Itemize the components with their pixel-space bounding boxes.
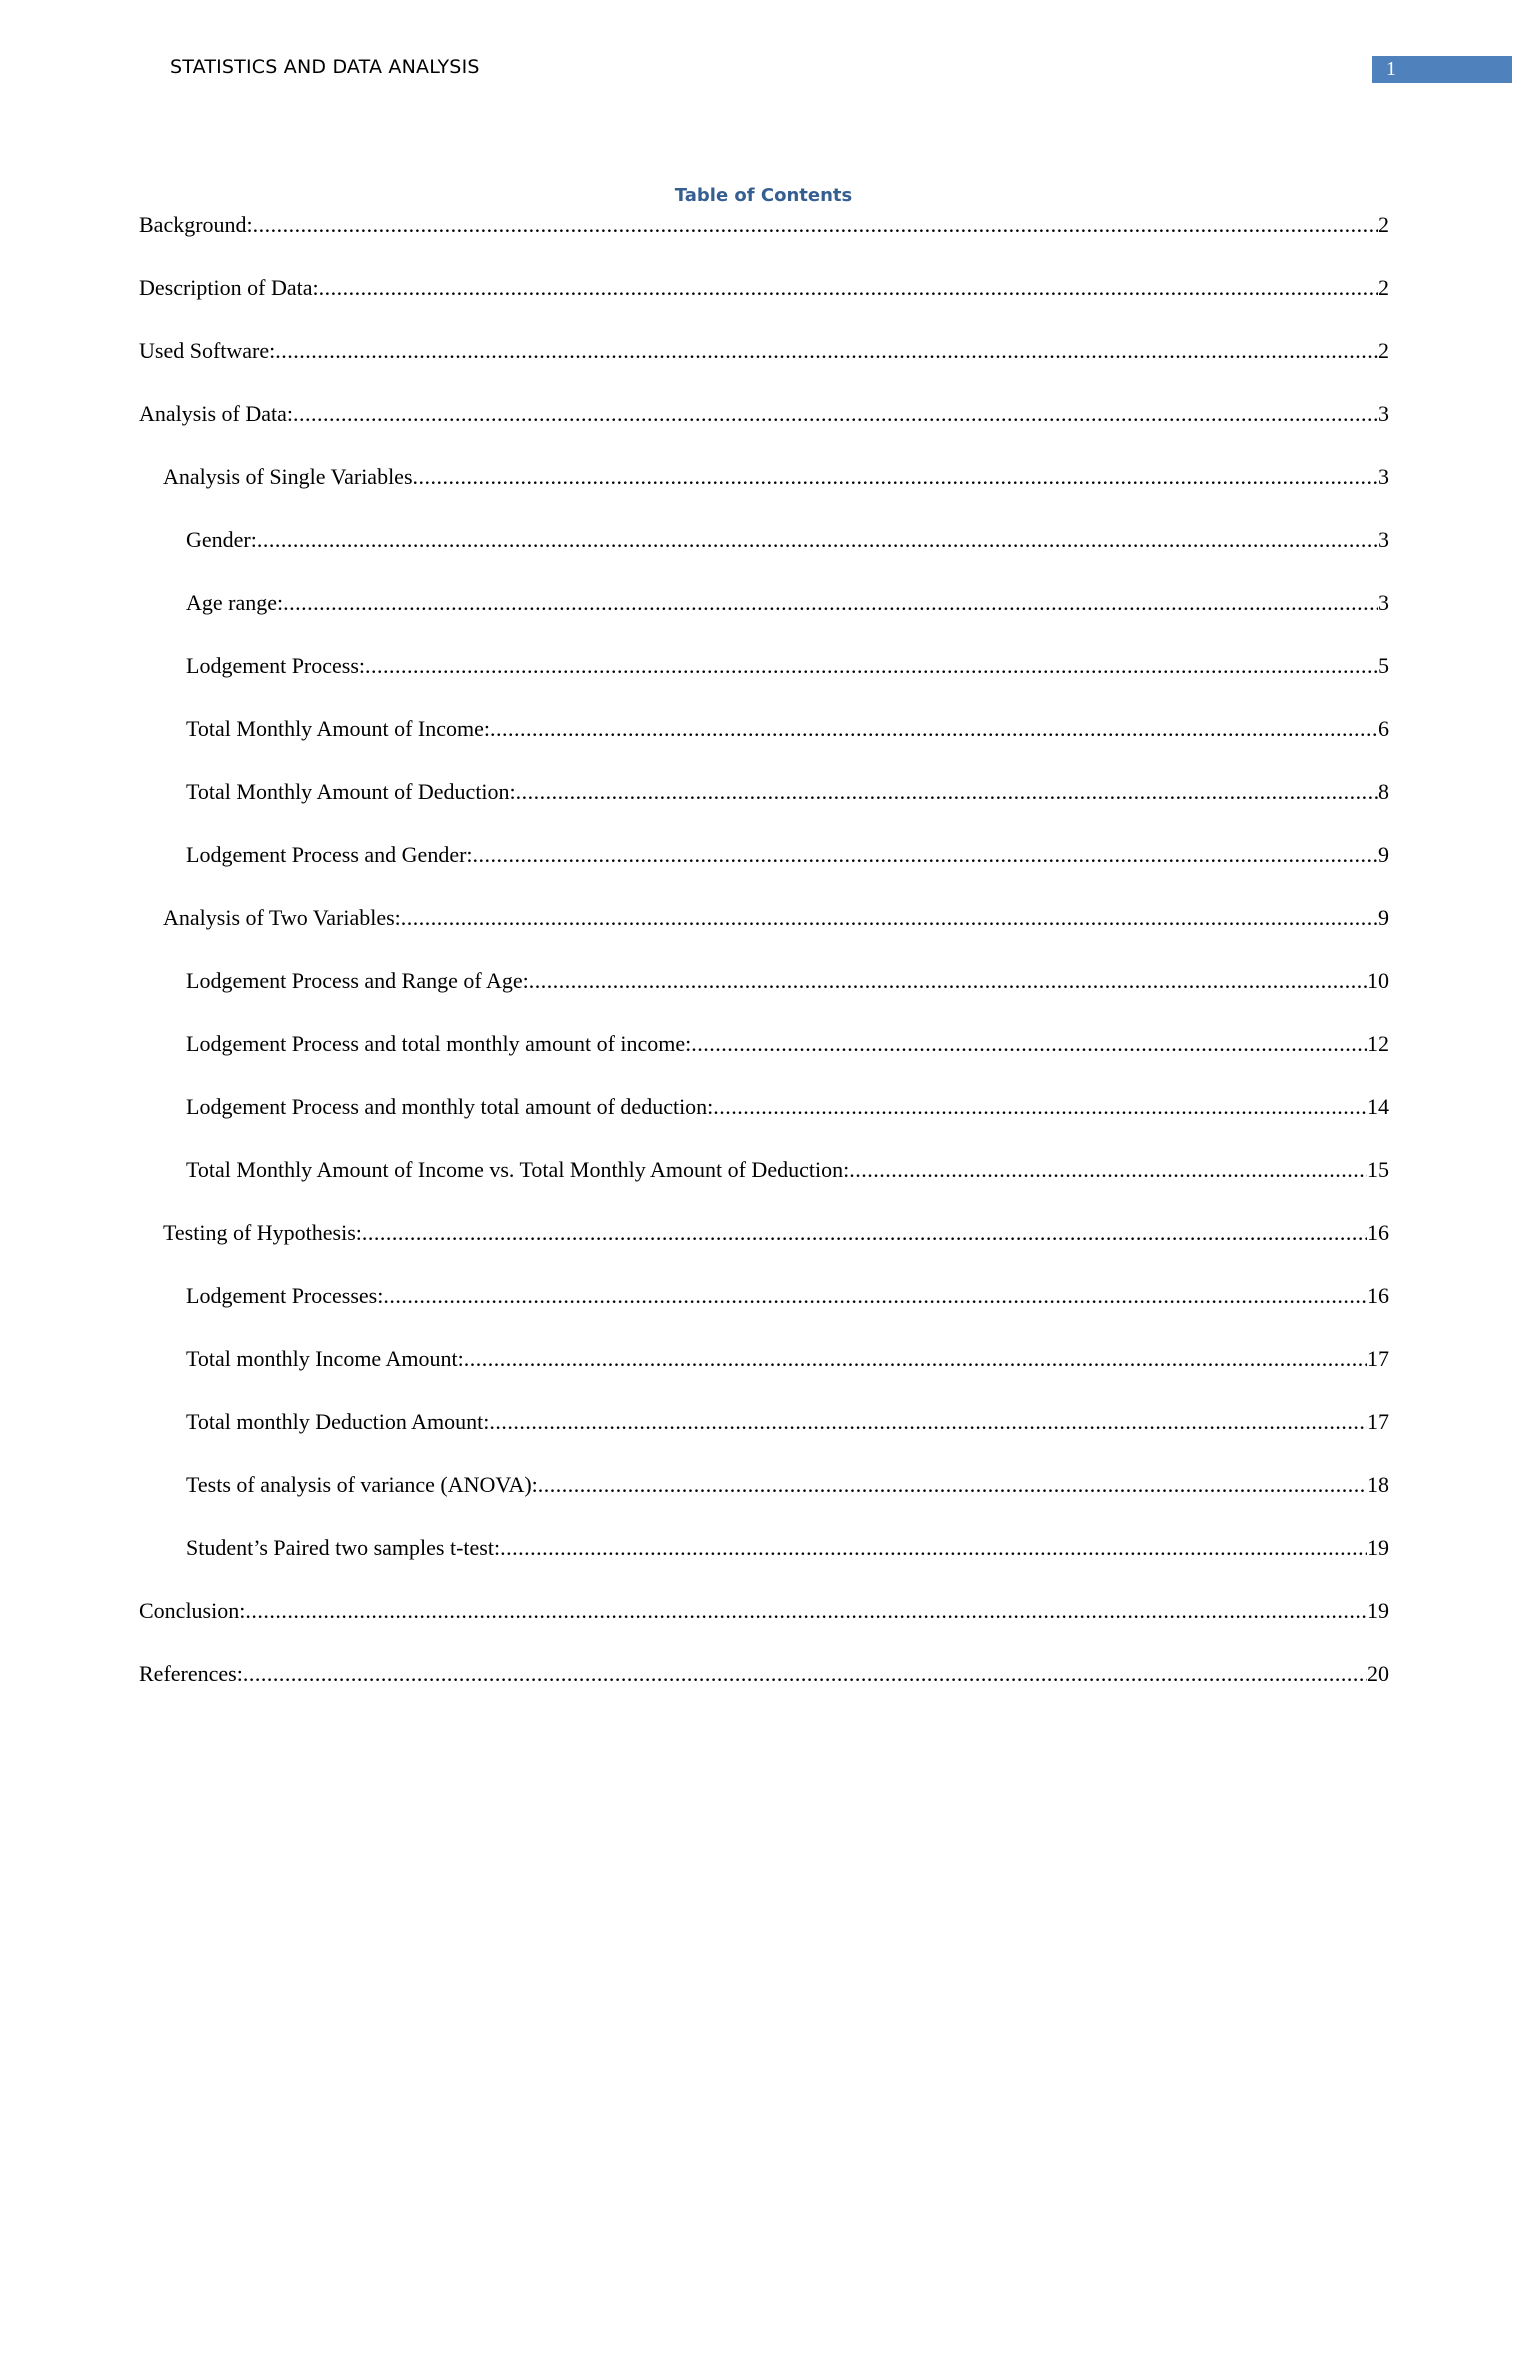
- toc-entry-label: Age range:: [186, 590, 284, 615]
- toc-entry-label: Lodgement Process and total monthly amount of income:: [186, 1031, 692, 1056]
- toc-entry-label: Testing of Hypothesis:: [163, 1220, 362, 1245]
- toc-entry[interactable]: [139, 462, 1389, 525]
- toc-entry[interactable]: [139, 903, 1389, 966]
- toc-entry[interactable]: [139, 1092, 1389, 1155]
- toc-entry-page-number: 20: [1367, 1661, 1389, 1686]
- toc-entry-label: Analysis of Two Variables:: [163, 905, 401, 930]
- toc-dot-leader: [319, 273, 1378, 303]
- toc-entry-label: Total monthly Deduction Amount:: [186, 1409, 490, 1434]
- toc-entry[interactable]: [139, 273, 1389, 336]
- toc-dot-leader: [516, 777, 1378, 807]
- page-number-badge: [1372, 56, 1512, 83]
- toc-entry-page-number: 16: [1367, 1283, 1389, 1308]
- toc-entry-label: Lodgement Process and Gender:: [186, 842, 473, 867]
- toc-entry-label: Total Monthly Amount of Income vs. Total Monthly Amount of Deduction:: [186, 1157, 850, 1182]
- toc-entry-page-number: 3: [1378, 401, 1389, 426]
- toc-entry-label: Lodgement Process and Range of Age:: [186, 968, 529, 993]
- toc-entry-page-number: 2: [1378, 212, 1389, 237]
- toc-entry-page-number: 10: [1367, 968, 1389, 993]
- toc-entry-label: Background:: [139, 212, 253, 237]
- toc-entry-page-number: 2: [1378, 338, 1389, 363]
- toc-dot-leader: [538, 1470, 1367, 1500]
- toc-dot-leader: [529, 966, 1367, 996]
- toc-dot-leader: [413, 462, 1378, 492]
- toc-dot-leader: [365, 651, 1378, 681]
- toc-entry-page-number: 18: [1367, 1472, 1389, 1497]
- toc-entry-label: Gender:: [186, 527, 257, 552]
- toc-dot-leader: [245, 1596, 1367, 1626]
- toc-dot-leader: [490, 714, 1378, 744]
- toc-dot-leader: [243, 1659, 1367, 1689]
- toc-dot-leader: [713, 1092, 1367, 1122]
- toc-entry-page-number: 17: [1367, 1346, 1389, 1371]
- toc-entry-page-number: 9: [1378, 905, 1389, 930]
- toc-entry-label: Lodgement Process and monthly total amount of deduction:: [186, 1094, 714, 1119]
- toc-entry-page-number: 2: [1378, 275, 1389, 300]
- toc-entry-label: Tests of analysis of variance (ANOVA):: [186, 1472, 538, 1497]
- toc-entry[interactable]: [139, 840, 1389, 903]
- toc-entry-page-number: 12: [1367, 1031, 1389, 1056]
- toc-entry-label: References:: [139, 1661, 243, 1686]
- toc-entry-page-number: 19: [1367, 1598, 1389, 1623]
- toc-entry[interactable]: [139, 1470, 1389, 1533]
- toc-entry-page-number: 3: [1378, 590, 1389, 615]
- page-number: 1: [1386, 58, 1396, 80]
- running-header-title: STATISTICS AND DATA ANALYSIS: [170, 56, 480, 78]
- toc-dot-leader: [849, 1155, 1367, 1185]
- toc-entry[interactable]: [139, 1218, 1389, 1281]
- toc-entry-label: Total Monthly Amount of Income:: [186, 716, 490, 741]
- toc-entry-label: Total Monthly Amount of Deduction:: [186, 779, 516, 804]
- toc-entry[interactable]: [139, 336, 1389, 399]
- toc-entry[interactable]: [139, 714, 1389, 777]
- toc-entry-page-number: 3: [1378, 464, 1389, 489]
- toc-entry-page-number: 14: [1367, 1094, 1389, 1119]
- toc-entry-label: Analysis of Single Variables: [163, 464, 413, 489]
- toc-entry-label: Student’s Paired two samples t-test:: [186, 1535, 501, 1560]
- toc-entry[interactable]: [139, 588, 1389, 651]
- toc-dot-leader: [489, 1407, 1367, 1437]
- toc-entry-page-number: 16: [1367, 1220, 1389, 1245]
- toc-dot-leader: [691, 1029, 1367, 1059]
- toc-entry-label: Lodgement Processes:: [186, 1283, 384, 1308]
- toc-dot-leader: [253, 210, 1378, 240]
- toc-heading: Table of Contents: [674, 185, 853, 206]
- toc-entry-page-number: 19: [1367, 1535, 1389, 1560]
- toc-entry-label: Analysis of Data:: [139, 401, 293, 426]
- toc-entry[interactable]: [139, 1407, 1389, 1470]
- toc-entry[interactable]: [139, 1029, 1389, 1092]
- toc-dot-leader: [500, 1533, 1367, 1563]
- toc-dot-leader: [293, 399, 1378, 429]
- toc-entry[interactable]: [139, 1659, 1389, 1722]
- toc-dot-leader: [283, 588, 1378, 618]
- toc-entry-page-number: 17: [1367, 1409, 1389, 1434]
- toc-entry[interactable]: [139, 777, 1389, 840]
- toc-dot-leader: [464, 1344, 1367, 1374]
- toc-entry-page-number: 8: [1378, 779, 1389, 804]
- toc-entry[interactable]: [139, 525, 1389, 588]
- toc-entry[interactable]: [139, 1596, 1389, 1659]
- toc-entry[interactable]: [139, 966, 1389, 1029]
- toc-entry[interactable]: [139, 399, 1389, 462]
- toc-dot-leader: [275, 336, 1378, 366]
- toc-entry-label: Description of Data:: [139, 275, 319, 300]
- toc-entry[interactable]: [139, 1344, 1389, 1407]
- toc-entry-page-number: 3: [1378, 527, 1389, 552]
- toc-entry-page-number: 15: [1367, 1157, 1389, 1182]
- table-of-contents: [139, 210, 1389, 1722]
- toc-entry[interactable]: [139, 1281, 1389, 1344]
- toc-dot-leader: [473, 840, 1378, 870]
- toc-dot-leader: [362, 1218, 1367, 1248]
- toc-entry-label: Total monthly Income Amount:: [186, 1346, 464, 1371]
- toc-entry-page-number: 9: [1378, 842, 1389, 867]
- toc-entry[interactable]: [139, 1155, 1389, 1218]
- toc-entry-page-number: 5: [1378, 653, 1389, 678]
- toc-entry-page-number: 6: [1378, 716, 1389, 741]
- toc-dot-leader: [401, 903, 1378, 933]
- toc-entry-label: Conclusion:: [139, 1598, 246, 1623]
- toc-entry[interactable]: [139, 1533, 1389, 1596]
- toc-dot-leader: [257, 525, 1378, 555]
- toc-entry[interactable]: [139, 210, 1389, 273]
- toc-dot-leader: [383, 1281, 1367, 1311]
- toc-entry[interactable]: [139, 651, 1389, 714]
- toc-entry-label: Lodgement Process:: [186, 653, 366, 678]
- toc-entry-label: Used Software:: [139, 338, 276, 363]
